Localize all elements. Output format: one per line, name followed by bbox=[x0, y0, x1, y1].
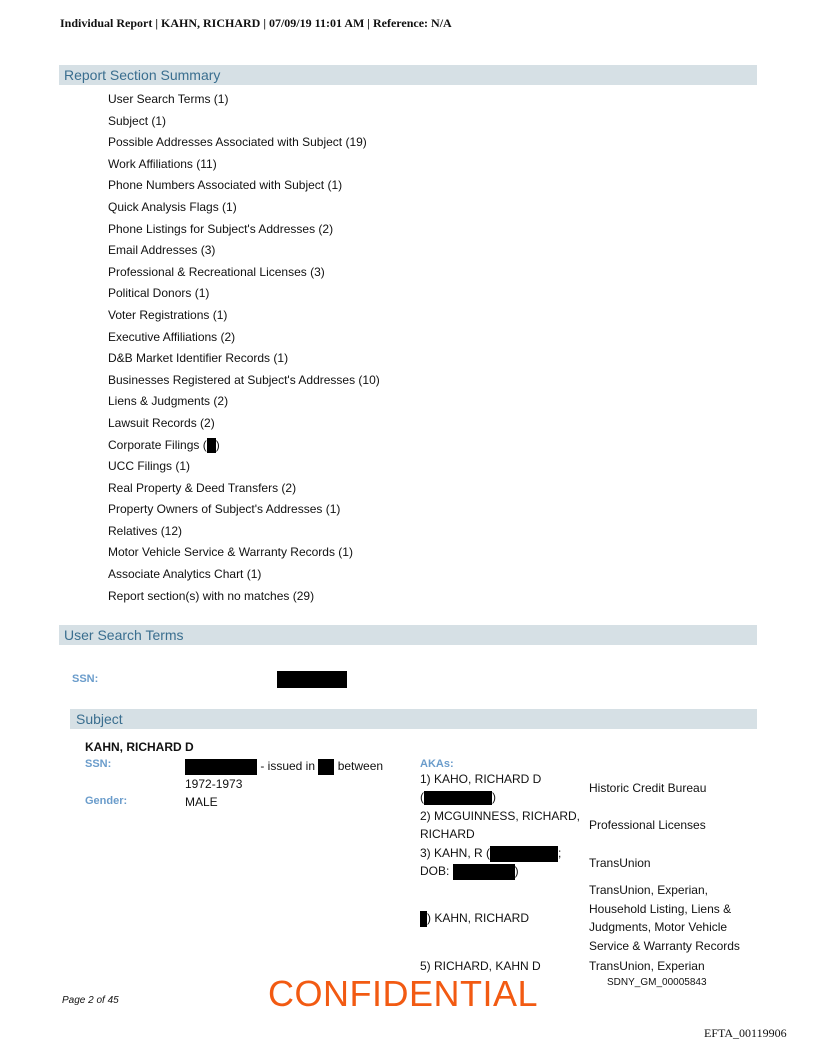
summary-item[interactable]: Quick Analysis Flags (1) bbox=[108, 199, 237, 214]
aka-name: 1) KAHO, RICHARD D ( ) bbox=[420, 772, 542, 804]
confidential-stamp: CONFIDENTIAL bbox=[268, 973, 539, 1014]
summary-item[interactable]: Lawsuit Records (2) bbox=[108, 415, 215, 430]
aka-source: TransUnion bbox=[589, 856, 651, 870]
summary-item[interactable]: Phone Numbers Associated with Subject (1) bbox=[108, 178, 343, 193]
summary-item[interactable]: Associate Analytics Chart (1) bbox=[108, 567, 262, 582]
summary-item[interactable]: Voter Registrations (1) bbox=[108, 307, 228, 322]
aka-row bbox=[420, 770, 760, 806]
aka-name: 3) KAHN, R ( ; DOB: ) bbox=[420, 846, 562, 878]
subject-ssn-years: 1972-1973 bbox=[185, 777, 243, 791]
summary-item[interactable]: Real Property & Deed Transfers (2) bbox=[108, 480, 297, 495]
summary-item[interactable]: Relatives (12) bbox=[108, 523, 183, 538]
aka-row bbox=[420, 844, 760, 882]
section-header-subject: Subject bbox=[70, 709, 757, 729]
aka-source: TransUnion, Experian, Household Listing, Liens & Judgments, Motor Vehicle Service & Warranty Records bbox=[589, 883, 740, 953]
redaction-block bbox=[420, 911, 427, 927]
report-header: Individual Report | KAHN, RICHARD | 07/09/19 11:01 AM | Reference: N/A bbox=[60, 16, 452, 30]
redaction-block bbox=[490, 846, 558, 862]
aka-name: 2) MCGUINNESS, RICHARD, RICHARD bbox=[420, 809, 581, 841]
summary-item-text: ) bbox=[215, 437, 220, 452]
summary-item[interactable]: Possible Addresses Associated with Subject (19) bbox=[108, 135, 367, 150]
subject-name: KAHN, RICHARD D bbox=[85, 740, 194, 754]
aka-source: Professional Licenses bbox=[589, 818, 706, 832]
subject-gender-label: Gender: bbox=[85, 795, 128, 807]
redaction-block bbox=[453, 864, 515, 880]
redaction-block bbox=[318, 759, 334, 775]
summary-item[interactable]: Executive Affiliations (2) bbox=[108, 329, 236, 344]
aka-name: ) KAHN, RICHARD bbox=[420, 909, 588, 927]
redaction-block bbox=[277, 671, 347, 688]
redaction-block bbox=[185, 759, 257, 775]
summary-item-corporate-filings[interactable] bbox=[108, 435, 380, 457]
section-header-summary: Report Section Summary bbox=[59, 65, 757, 85]
subject-ssn-label: SSN: bbox=[85, 758, 112, 770]
aka-row bbox=[420, 807, 760, 843]
summary-item[interactable]: Professional & Recreational Licenses (3) bbox=[108, 264, 325, 279]
summary-item[interactable]: Liens & Judgments (2) bbox=[108, 394, 229, 409]
aka-source: TransUnion, Experian bbox=[589, 959, 705, 973]
summary-item[interactable]: Property Owners of Subject's Addresses (1) bbox=[108, 502, 341, 517]
summary-item[interactable]: D&B Market Identifier Records (1) bbox=[108, 351, 289, 366]
summary-item[interactable]: Motor Vehicle Service & Warranty Records (1) bbox=[108, 545, 353, 560]
summary-item[interactable]: Phone Listings for Subject's Addresses (2) bbox=[108, 221, 334, 236]
summary-item[interactable]: User Search Terms (1) bbox=[108, 92, 229, 106]
aka-name: 5) RICHARD, KAHN D bbox=[420, 959, 541, 973]
summary-item[interactable]: Businesses Registered at Subject's Addresses (10) bbox=[108, 372, 380, 387]
summary-item-text: Corporate Filings ( bbox=[108, 437, 207, 452]
page-number: Page 2 of 45 bbox=[62, 995, 119, 1006]
summary-item[interactable]: Political Donors (1) bbox=[108, 286, 210, 301]
akas-label: AKAs: bbox=[420, 758, 454, 770]
summary-item[interactable]: Email Addresses (3) bbox=[108, 243, 216, 258]
summary-item[interactable]: Work Affiliations (11) bbox=[108, 156, 217, 171]
subject-ssn-value: - issued in between bbox=[185, 758, 383, 775]
summary-item[interactable]: Subject (1) bbox=[108, 113, 167, 128]
subject-gender-value: MALE bbox=[185, 795, 218, 809]
section-header-search-terms: User Search Terms bbox=[59, 625, 757, 645]
aka-row bbox=[420, 881, 760, 957]
redaction-block bbox=[207, 438, 216, 453]
summary-list bbox=[108, 89, 380, 607]
search-ssn-label: SSN: bbox=[72, 673, 99, 685]
summary-item[interactable]: Report section(s) with no matches (29) bbox=[108, 588, 315, 603]
efta-number: EFTA_00119906 bbox=[704, 1026, 787, 1040]
summary-item[interactable]: UCC Filings (1) bbox=[108, 459, 191, 474]
aka-source: Historic Credit Bureau bbox=[589, 781, 707, 795]
bates-number: SDNY_GM_00005843 bbox=[607, 977, 707, 988]
redaction-block bbox=[424, 791, 492, 805]
